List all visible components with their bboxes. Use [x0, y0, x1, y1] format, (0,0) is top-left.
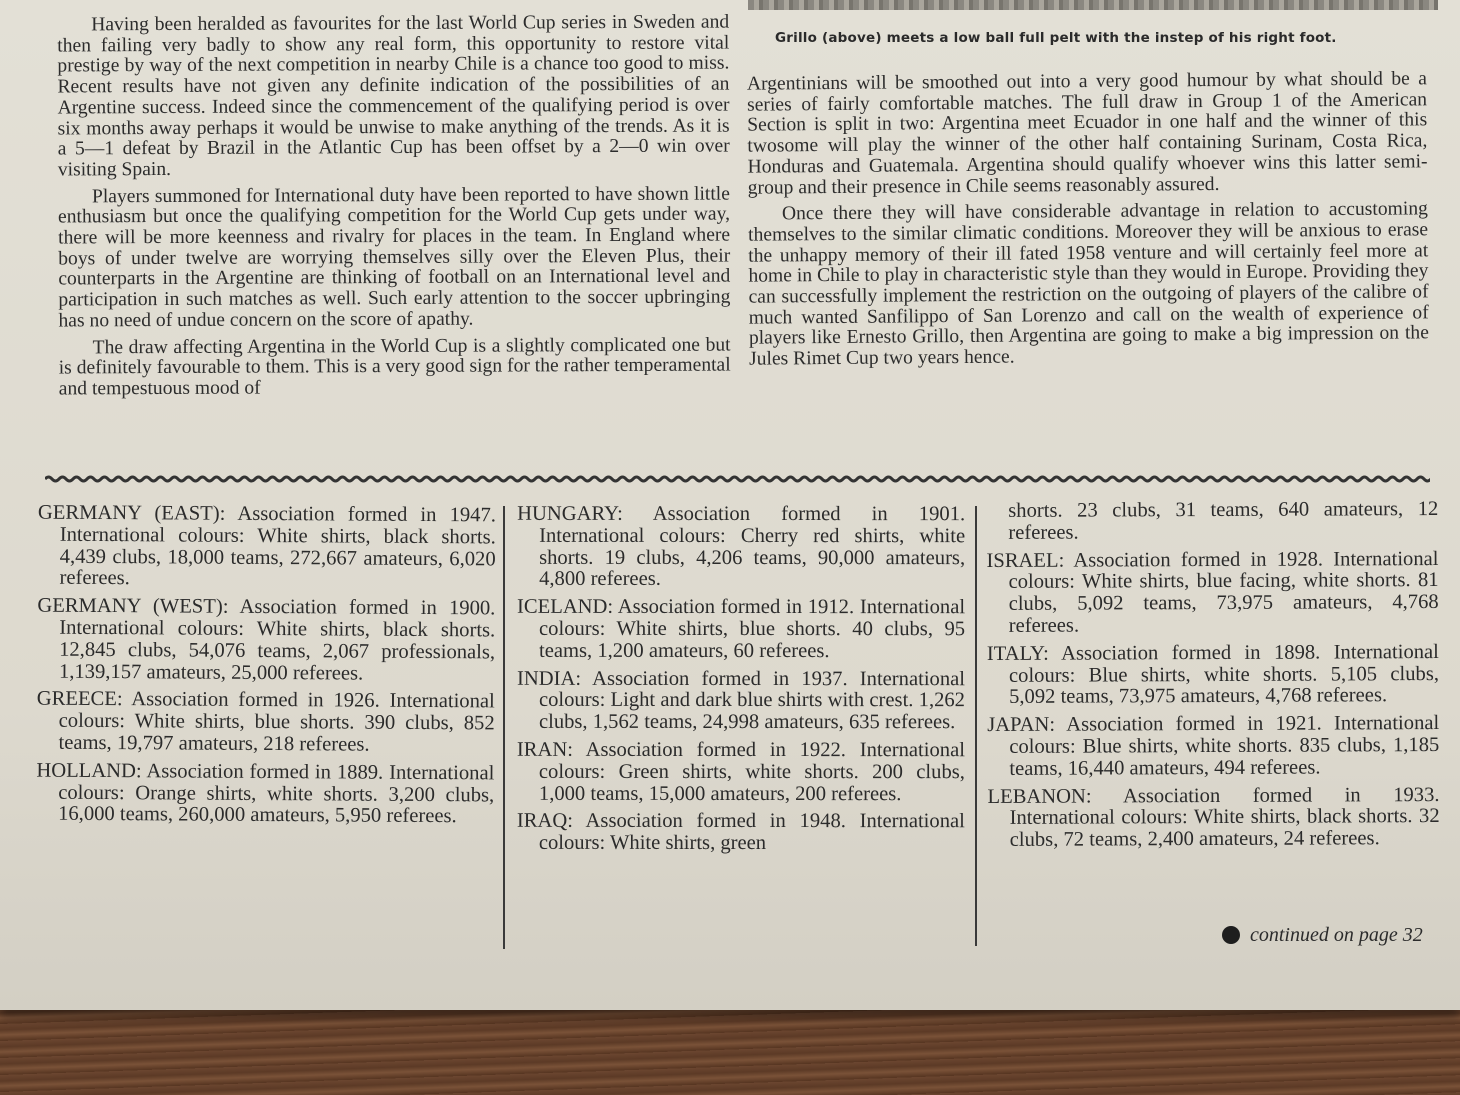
country-entry: [517, 597, 965, 663]
country-details: Association formed in 1926. International colours: White shirts, blue shorts. 390 clubs, 852 teams, 19,797 amateurs, 218 referees.: [58, 688, 495, 756]
photo-bottom-edge: [748, 0, 1438, 10]
bullet-icon: [1222, 926, 1240, 944]
country-name: IRAQ:: [516, 810, 573, 833]
continued-text: continued on page 32: [1250, 924, 1423, 946]
continued-note: [1222, 924, 1423, 947]
country-details: Association formed in 1922. International colours: Green shirts, white shorts. 200 clubs, 1,000 teams, 15,000 amateurs, 200 referees.: [538, 738, 965, 805]
column-rule: [503, 506, 505, 949]
country-details: Association formed in 1889. International colours: Orange shirts, white shorts. 3,200 clubs, 16,000 teams, 260,000 amateurs, 5,950 referees.: [58, 760, 495, 828]
country-entry: [517, 811, 965, 855]
country-entry: [987, 642, 1439, 709]
country-name: HUNGARY:: [517, 502, 623, 525]
country-entry: [986, 549, 1438, 638]
country-details: Association formed in 1921. International colours: Blue shirts, white shorts. 835 clubs, 1,185 teams, 16,440 amateurs, 494 referees.: [1009, 712, 1440, 780]
country-entry: [987, 785, 1439, 852]
article-paragraph: Once there they will have considerable advantage in relation to accustoming themselves to the similar climatic conditions. Moreover they will be anxious to erase the unhappy memory of their ill fated 1958 venture and will certainly feel more at home in Chile to play in characteristic style than they would in Europe. Providing they can successfully implement the restriction on the outgoing of players of the calibre of much wanted Sanfilippo of San Lorenzo and call on the wealth of experience of players like Ernesto Grillo, then Argentina are going to make a big impression on the Jules Rimet Cup two years hence.: [748, 198, 1429, 370]
country-entry: [37, 596, 496, 686]
article-paragraph: Having been heralded as favourites for the last World Cup series in Sweden and then failing very badly to show any real form, this opportunity to restore vital prestige by way of the next competition in nearby Chile is a chance too good to miss. Recent results have not given any definite indication of the possibilities of an Argentine success. Indeed since the commencement of the qualifying period is over six months away perhaps it would be unwise to make anything of the trends. As it is a 5—1 defeat by Brazil in the Atlantic Cup has been offset by a 2—0 win over visiting Spain.: [57, 11, 730, 181]
country-name: ITALY:: [986, 642, 1049, 665]
wavy-divider: [45, 473, 1430, 485]
article-column-left: [57, 13, 731, 407]
country-entry: [37, 503, 496, 593]
stats-column-1: [36, 503, 496, 835]
article-paragraph: Argentinians will be smoothed out into a very good humour by what should be a series of fairly comfortable matches. The full draw in Group 1 of the American Section is split in two: Argentina meet Ecuador in one half and the winner of this twosome will play the winner of the other half containing Surinam, Costa Rica, Honduras and Guatemala. Argentina should qualify whoever wins this latter semi-group and their presence in Chile seems reasonably assured.: [746, 68, 1428, 199]
country-entry: [517, 668, 965, 734]
column-rule: [975, 506, 977, 946]
stats-column-3: [986, 499, 1440, 858]
country-details: Association formed in 1948. International colours: White shirts, green: [538, 810, 965, 855]
country-details: Association formed in 1947. International colours: White shirts, black shorts. 4,439 clubs, 18,000 teams, 272,667 amateurs, 6,020 referees.: [59, 502, 497, 590]
country-details: Association formed in 1937. International colours: Light and dark blue shirts with crest. 1,262 clubs, 1,562 teams, 24,998 amateurs, 635 referees.: [538, 667, 966, 734]
country-name: GERMANY (WEST):: [37, 594, 229, 618]
country-details: Association formed in 1898. International colours: Blue shirts, white shorts. 5,105 clubs, 5,092 teams, 73,975 amateurs, 4,768 referees.: [1008, 640, 1440, 709]
country-name: INDIA:: [516, 667, 582, 690]
country-details: Association formed in 1901. International colours: Cherry red shirts, white shorts. 19 clubs, 4,206 teams, 90,000 amateurs, 4,800 referees.: [539, 502, 966, 591]
photo-caption: Grillo (above) meets a low ball full pelt with the instep of his right foot.: [775, 30, 1337, 46]
country-entry-continued: shorts. 23 clubs, 31 teams, 640 amateurs, 12 referees.: [1008, 498, 1439, 544]
country-name: GERMANY (EAST):: [37, 501, 226, 525]
country-name: IRAN:: [516, 738, 574, 761]
country-details: Association formed in 1928. International colours: White shirts, blue facing, white shorts. 81 clubs, 5,092 teams, 73,975 amateurs, 4,768 referees.: [1008, 547, 1439, 637]
country-entry: [517, 740, 965, 806]
country-entry: [987, 713, 1439, 780]
country-details: Association formed in 1933. International colours: White shirts, black shorts. 32 clubs, 72 teams, 2,400 amateurs, 24 referees.: [1009, 783, 1440, 852]
country-name: LEBANON:: [987, 785, 1092, 808]
country-details: Association formed in 1912. International colours: White shirts, blue shorts. 40 clubs, 95 teams, 1,200 amateurs, 60 referees.: [539, 596, 966, 662]
country-name: GREECE:: [36, 687, 123, 711]
country-name: ISRAEL:: [986, 549, 1065, 572]
country-name: HOLLAND:: [36, 759, 142, 783]
article-column-right: [747, 69, 1429, 376]
country-details: Association formed in 1900. International colours: White shirts, black shorts. 12,845 clubs, 54,076 teams, 2,067 professionals, 1,139,157 amateurs, 25,000 referees.: [58, 596, 496, 685]
country-name: JAPAN:: [987, 713, 1056, 737]
stats-column-2: [517, 504, 965, 861]
country-name: ICELAND:: [517, 595, 614, 619]
article-paragraph: Players summoned for International duty have been reported to have shown little enthusiasm but once the qualifying competition for the World Cup gets under way, there will be more keenness and rivalry for places in the team. In England where boys of under twelve are worrying themselves silly over the Eleven Plus, their counterparts in the Argentine are thinking of football on an International level and participation in such matches as well. Such early attention to the soccer upbringing has no need of undue concern on the score of apathy.: [57, 183, 731, 332]
country-entry: [36, 689, 494, 757]
country-entry: [517, 504, 965, 592]
article-paragraph: The draw affecting Argentina in the World Cup is a slightly complicated one but is definitely favourable to them. This is a very good sign for the rather temperamental and tempestuous mood of: [58, 334, 731, 400]
country-entry: [36, 760, 494, 828]
